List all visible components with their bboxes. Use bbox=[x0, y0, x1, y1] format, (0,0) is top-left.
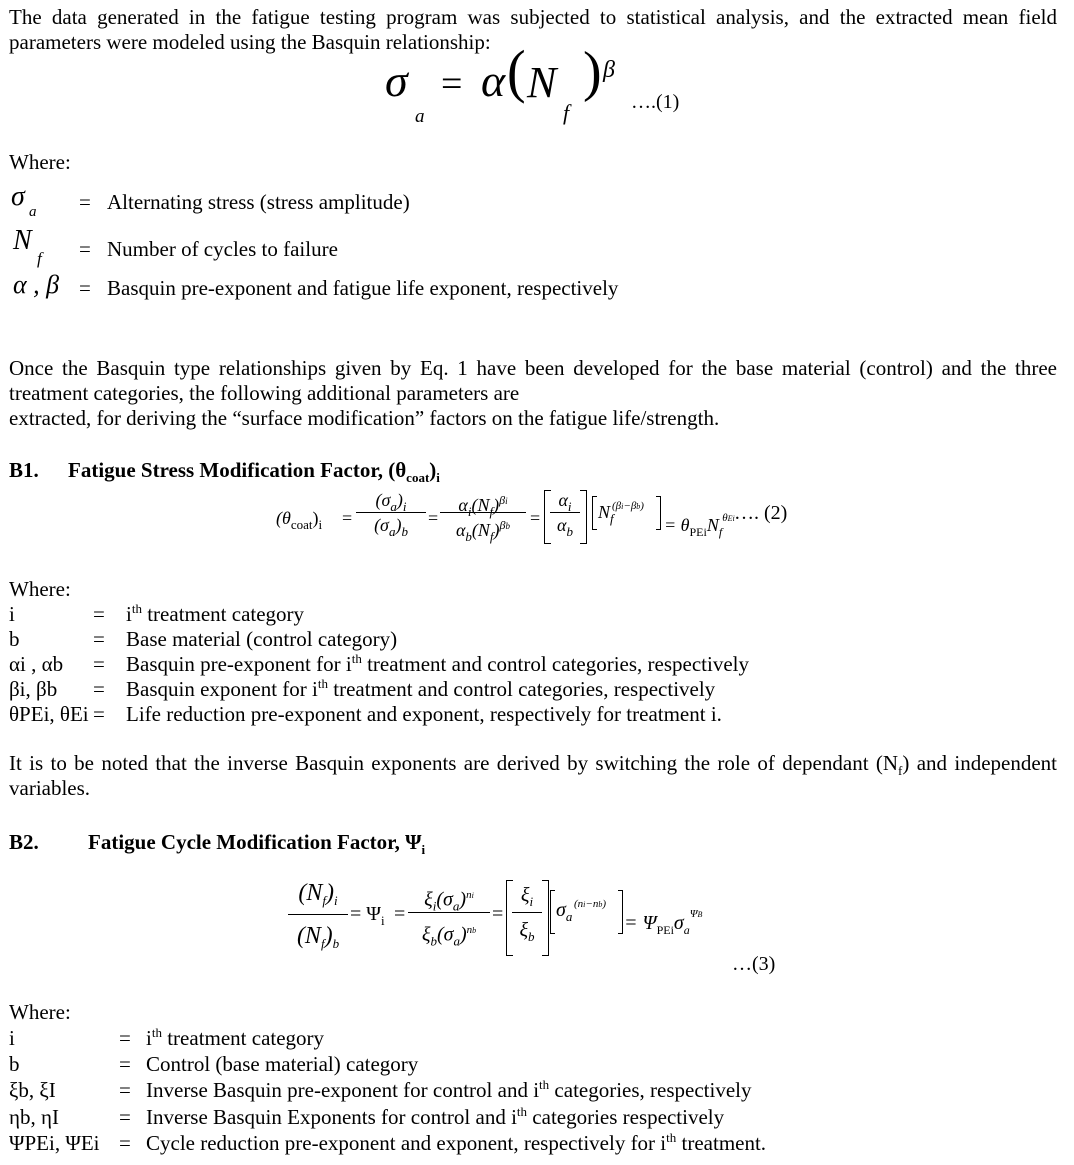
where1-desc-1: Number of cycles to failure bbox=[107, 237, 338, 261]
where-label-3: Where: bbox=[9, 1000, 71, 1024]
paragraph-2: Once the Basquin type relationships given by Eq. 1 have been developed for the base material (control) and the three treatment categories, the following additional parameters are extracted, for deriving the “surface modification” factors on the fatigue life/strength. bbox=[9, 356, 1057, 430]
paragraph-3: It is to be noted that the inverse Basquin exponents are derived by switching the role of dependant $(N_f)$ and independent variables. bbox=[9, 751, 1057, 800]
where1-desc-2: Basquin pre-exponent and fatigue life exponent, respectively bbox=[107, 276, 619, 300]
intro-paragraph: The data generated in the fatigue testing program was subjected to statistical analysis, and the extracted mean field parameters were modeled using the Basquin relationship: bbox=[9, 5, 1057, 54]
b1-number: B1. bbox=[9, 458, 39, 482]
b2-title: Fatigue Cycle Modification Factor, $\Psi_i$ bbox=[88, 830, 426, 857]
equation-3: $(N_f)_i$ $(N_f)_b$ = $\Psi_i$ = $\xi_i(\sigma_a)^{ni}$ $\xi_b(\sigma_a)^{nb}$ = $\xi_i$ $\xi_b$ $\sigma_a$ (ni−nb) = $\Psi_{PEi}\sigma_a^{\Psi B}$ …(3) bbox=[288, 872, 788, 982]
equation-1: σ a = α ( N f ) β ….(1) bbox=[385, 39, 680, 127]
where-label-2: Where: bbox=[9, 577, 71, 601]
b1-title: Fatigue Stress Modification Factor, $(\theta_{coat})_i$ bbox=[68, 458, 440, 485]
where1-desc-0: Alternating stress (stress amplitude) bbox=[107, 190, 410, 214]
where-list-1: σ a = Alternating stress (stress amplitude) N f = Number of cycles to failure α , β = Basquin pre-exponent and fatigue life exponent, respectively bbox=[11, 181, 619, 300]
where-list-2: i = $i^{th}$ treatment category b = Base material (control category) αi , αb = Basquin pre-exponent for $i^{th}$ treatment and control categories, respectively βi, βb = Basquin exponent for $i^{th}$ treatment and control categories, respectively θPEi, θEi = Life reduction pre-exponent and exponent, respectively for treatment i. bbox=[9, 601, 749, 726]
equation-2: $(\theta_{coat})_i$ = $(\sigma_a)_i$ $(\sigma_a)_b$ = $\alpha_i(N_f)^{\beta i}$ $\alpha_b(N_f)^{\beta b}$ = $\alpha_i$ $\alpha_b$ $N_f$ (βi−βb) = $\theta_{PEi}N_f^{\theta Ei}$ …. (2) bbox=[276, 490, 788, 544]
where-list-3: i = $i^{th}$ treatment category b = Control (base material) category ξb, ξI = Inverse Basquin pre-exponent for control and $i^{th}$ categories, respectively ηb, ηI = Inverse Basquin Exponents for control and $i^{th}$ categories respectively ΨPEi, ΨEi = Cycle reduction pre-exponent and exponent, respectively for $i^{th}$ treatment. bbox=[9, 1025, 767, 1155]
b2-number: B2. bbox=[9, 830, 39, 854]
where-label-1: Where: bbox=[9, 150, 71, 174]
